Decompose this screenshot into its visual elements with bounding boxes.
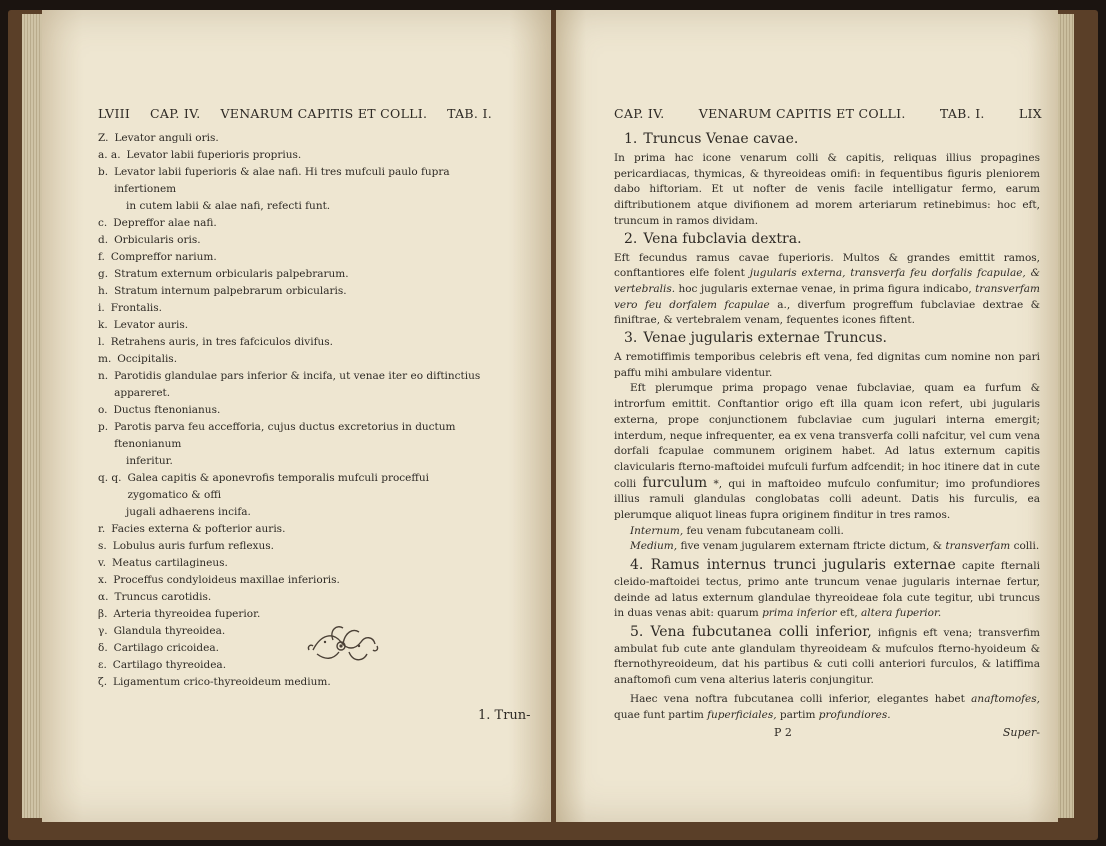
legend-entry: i. Frontalis. — [98, 302, 163, 314]
legend-entry: d. Orbicularis oris. — [98, 234, 201, 246]
paragraph: Eft fecundus ramus cavae fuperioris. Multos & grandes emittit ramos, conftantiores elfe folent jugularis externa, transverfa feu dorfalis fcapulae, & vertebralis. hoc jugularis externae venae, in prima figura indicabo, transverfam vero feu dorfalem fcapulae a., diverfum progreffum fubclaviae dextrae & finiftrae, & vertebralem venam, fequentes icones fiftent. — [614, 251, 1040, 327]
paragraph: Medium, five venam jugularem externam ftricte dictum, & transverfam colli. — [630, 540, 1040, 553]
legend-entry: α. Truncus carotidis. — [98, 591, 212, 603]
left-header-title: VENARUM CAPITIS ET COLLI. — [220, 106, 428, 121]
signature-mark: P 2 — [774, 726, 792, 740]
legend-entry-continuation: jugali adhaerens incifa. — [126, 506, 251, 518]
legend-entry: q. q. Galea capitis & aponevrofis temporalis mufculi proceffui zygomatico & offi — [98, 472, 429, 501]
paragraph: 4. Ramus internus trunci jugularis externae capite fternali cleido-maftoidei tectus, primo ante truncum venae jugularis internae fertur, deinde ad latus externum glandulae thyreoideae fola cute tegitur, ubi truncus in duas venas abit: quarum prima inferior eft, altera fuperior. — [614, 557, 1040, 620]
paragraph: A remotiffimis temporibus celebris eft vena, fed dignitas cum nomine non pari paffu mihi ambulare videntur. — [614, 351, 1040, 379]
legend-entry: v. Meatus cartilagineus. — [98, 557, 228, 569]
right-header-title: VENARUM CAPITIS ET COLLI. — [698, 106, 906, 121]
figure-legend-list — [98, 130, 488, 691]
right-header-tab: TAB. I. — [939, 106, 985, 121]
right-header-cap: CAP. IV. — [614, 106, 665, 121]
legend-entry: r. Facies externa & pofterior auris. — [98, 523, 286, 535]
section-heading: 1. Truncus Venae cavae. — [624, 131, 799, 147]
page-footer — [614, 725, 1040, 741]
right-running-header — [614, 106, 1042, 121]
section-heading: 3. Venae jugularis externae Truncus. — [624, 330, 887, 347]
paragraph: In prima hac icone venarum colli & capitis, reliquas illius propagines pericardiacas, thymicas, & thyreoideas omifi: in fequentibus figuris pleniorem dabo hiftoriam. Et ut nofter de venis facile intelligatur fermo, earum diftributionem atque divifionem ad morem arteriarum retinebimus: hoc eft, truncum in ramos dividam. — [614, 152, 1040, 227]
right-catchword: Super- — [1002, 726, 1040, 740]
legend-entry: β. Arteria thyreoidea fuperior. — [98, 608, 261, 620]
paragraph: Internum, feu venam fubcutaneam colli. — [630, 524, 844, 537]
legend-entry: g. Stratum externum orbicularis palpebrarum. — [98, 268, 349, 280]
right-page-edges — [1058, 14, 1074, 818]
legend-entry: p. Parotis parva feu accefforia, cujus ductus excretorius in ductum ftenonianum — [98, 421, 456, 450]
legend-entry: δ. Cartilago cricoidea. — [98, 642, 219, 654]
left-running-header — [98, 106, 492, 121]
left-page-number: LVIII — [98, 106, 131, 121]
legend-entry: f. Compreffor narium. — [98, 251, 217, 263]
legend-entry: a. a. Levator labii fuperioris proprius. — [98, 149, 302, 161]
legend-entry-continuation: in cutem labii & alae nafi, refecti funt. — [126, 200, 331, 212]
floral-ornament-icon — [303, 620, 383, 670]
legend-entry: l. Retrahens auris, in tres fafciculos divifus. — [98, 336, 333, 348]
legend-entry: o. Ductus ftenonianus. — [98, 404, 221, 416]
section-heading: 2. Vena fubclavia dextra. — [624, 230, 802, 247]
legend-entry: x. Proceffus condyloideus maxillae inferioris. — [98, 574, 340, 586]
left-page-edges — [22, 14, 42, 818]
legend-entry: n. Parotidis glandulae pars inferior & incifa, ut venae iter eo diftinctius appareret. — [98, 370, 481, 399]
paragraph: Haec vena noftra fubcutanea colli inferior, elegantes habet anaftomofes, quae funt partim fuperficiales, partim profundiores. — [614, 692, 1040, 721]
section-heading: 4. Ramus internus trunci jugularis externae — [630, 557, 956, 574]
legend-entry: m. Occipitalis. — [98, 353, 178, 365]
legend-entry: s. Lobulus auris furfum reflexus. — [98, 540, 274, 552]
legend-entry: Z. Levator anguli oris. — [98, 132, 219, 144]
right-body-text — [614, 130, 1040, 741]
paragraph: 5. Vena fubcutanea colli inferior, infignis eft vena; transverfim ambulat fub cute ante glandulam thyreoideam & mufculos fterno-hyoideum & fternothyreoideum, dat his partibus & cuti colli anteriori furculos, & latiffima anaftomofi cum vena alterius lateris conjungitur. — [614, 623, 1040, 687]
left-header-tab: TAB. I. — [447, 106, 492, 121]
section-heading: 5. Vena fubcutanea colli inferior, — [630, 623, 872, 640]
legend-entry: ε. Cartilago thyreoidea. — [98, 659, 227, 671]
paragraph: Eft plerumque prima propago venae fubclaviae, quam ea furfum & introrfum emittit. Conftantior origo eft illa quam icon refert, ubi jugularis externa, prope conjunctionem fubclaviae cum jugulari interna emergit; interdum, neque infrequenter, ea ex vena transverfa colli nafcitur, vel cum vena dorfali fcapulae communem originem habet. Ad latus externum capitis clavicularis fterno-maftoidei mufculi furfum adfcendit; in hoc itinere dat in cute colli furculum *, qui in maftoideo mufculo confumitur; imo profundiores illius ramuli glandulas conglobatas colli adeunt. Datis his furculis, ea plerumque aliquot lineas fupra originem finditur in tres ramos. — [614, 382, 1040, 522]
legend-entry: k. Levator auris. — [98, 319, 189, 331]
legend-entry: b. Levator labii fuperioris & alae nafi. Hi tres mufculi paulo fupra infertionem — [98, 166, 450, 195]
legend-entry: h. Stratum internum palpebrarum orbicularis. — [98, 285, 347, 297]
left-catchword: 1. Trun- — [478, 708, 531, 723]
legend-entry: ζ. Ligamentum crico-thyreoideum medium. — [98, 676, 331, 688]
left-header-cap: CAP. IV. — [150, 106, 201, 121]
legend-entry-continuation: inferitur. — [126, 455, 173, 467]
right-page-number: LIX — [1018, 106, 1042, 121]
legend-entry: γ. Glandula thyreoidea. — [98, 625, 226, 637]
legend-entry: c. Depreffor alae nafi. — [98, 217, 217, 229]
